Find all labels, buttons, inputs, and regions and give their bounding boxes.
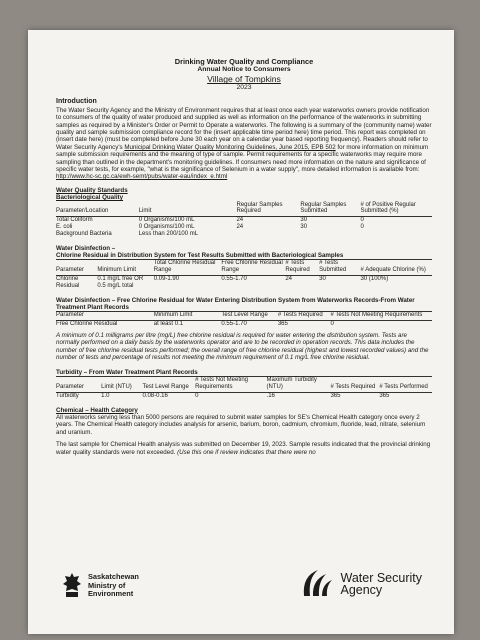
table-cell: E. coli	[56, 224, 73, 231]
table-cell: 0.09-1.90	[153, 276, 180, 283]
column-header: Limit (NTU)	[101, 377, 142, 392]
table-cell: 0 Organisms/100 mL	[138, 217, 195, 224]
standards-heading: Water Quality Standards	[56, 186, 128, 194]
table-cell: 365	[330, 392, 341, 399]
column-header: # Tests Not Meeting Requirements	[195, 377, 266, 392]
notice-title: Drinking Water Quality and Compliance	[174, 57, 314, 66]
monitoring-guidelines-link[interactable]: Municipal Drinking Water Quality Monitoring Guidelines, June 2015, EPB 502	[124, 143, 336, 151]
chemical-paragraph-2	[56, 441, 432, 456]
water-security-agency-logo	[300, 568, 422, 600]
table-cell: 0	[195, 392, 199, 399]
intro-text-2: for more information on minimum sample submission requirements and the meaning of type of sample. Permit requirements for a specific waterworks may require more sampling than outlined in the department's monitoring guidelines. If consumers need more information on the nature and significance of specific water tests, for example, "what is the significance of Selenium in a water supply", more detailed information is available from:	[56, 143, 429, 174]
chemical-paragraph-1: All waterworks serving less than 5000 persons are required to submit water samples for SE's Chemical Health category once every 2 years. The Chemical Health category includes analysis for arsenic, barium, boron, cadmium, chromium, fluoride, lead, nitrate, selenium and uranium.	[56, 413, 426, 436]
table-cell: 0	[330, 321, 334, 328]
table-row	[56, 231, 432, 238]
table-cell: 0.1 mg/L free OR 0.5 mg/L total	[97, 276, 144, 289]
report-year: 2023	[236, 84, 252, 92]
table-cell: 30	[300, 217, 308, 224]
table-cell: Free Chlorine Residual	[56, 321, 118, 328]
table-row	[56, 392, 432, 399]
table-cell: .16	[266, 392, 275, 399]
table-cell: Turbidity	[56, 392, 79, 399]
table-cell: 0 Organisms/100 mL	[138, 224, 195, 231]
disinfection-dist-table	[56, 260, 432, 289]
column-header: Maximum Turbidity (NTU)	[267, 377, 331, 392]
column-header: # Tests Required	[330, 377, 379, 392]
page-footer	[56, 560, 432, 604]
village-name: Village of Tompkins	[207, 74, 281, 85]
table-row	[56, 276, 432, 290]
water-security-agency-logo-icon	[300, 568, 334, 600]
turbidity-title: Turbidity – From Water Treatment Plant Records	[56, 369, 432, 377]
table-cell: 0	[360, 224, 364, 231]
notice-subtitle: Annual Notice to Consumers	[197, 66, 291, 74]
turbidity-table	[56, 377, 432, 399]
column-header: Regular Samples Submitted	[300, 202, 360, 217]
table-cell: 30	[300, 224, 308, 231]
table-cell: 24	[236, 224, 244, 231]
table-row	[56, 321, 432, 328]
column-header: Parameter	[56, 377, 101, 392]
table-cell: 1.0	[101, 392, 110, 399]
table-row	[56, 224, 432, 231]
agency-line: Agency	[340, 582, 383, 597]
saskatchewan-crest-icon	[62, 572, 82, 600]
table-cell	[300, 231, 360, 238]
chemical-italic-text: (Use this one if review indicates that there were no	[177, 448, 316, 456]
column-header: Parameter	[56, 312, 154, 320]
column-header: # Tests Required	[285, 260, 319, 275]
table-cell: 365	[379, 392, 390, 399]
ministry-line: Saskatchewan	[88, 572, 139, 582]
column-header: Limit	[139, 202, 237, 217]
notice-header	[56, 58, 432, 92]
column-header: # Tests Submitted	[319, 260, 360, 275]
chemical-text: The last sample for Chemical Health analysis was submitted on December 19, 2023. Sample results indicated that the provincial drinking water quality standards were not exceeded.	[56, 441, 431, 456]
table-cell: Total Coliform	[56, 217, 93, 224]
column-header: Regular Samples Required	[236, 202, 300, 217]
table-cell: 30	[319, 276, 326, 283]
disinfection-dist-title	[56, 245, 432, 261]
saskatchewan-ministry-logo	[62, 572, 139, 600]
column-header: Minimum Limit	[154, 312, 222, 320]
intro-paragraph	[56, 107, 432, 181]
agency-name	[340, 572, 422, 596]
table-cell	[361, 231, 432, 238]
health-canada-link[interactable]: http://www.hc-sc.gc.ca/ewh-semt/pubs/water-eau/index_e.html	[56, 173, 228, 181]
intro-heading: Introduction	[56, 98, 97, 106]
table-cell: Chlorine Residual	[56, 276, 80, 289]
column-header: Parameter/Location	[56, 202, 139, 217]
column-header: Test Level Range	[221, 312, 277, 320]
column-header: Parameter	[56, 260, 97, 275]
notice-page	[28, 30, 454, 634]
column-header: Minimum Limit	[97, 260, 153, 275]
disinfection-dist-subtitle: Chlorine Residual in Distribution System for Test Results Submitted with Bacteriological Samples	[56, 252, 344, 260]
bacteriological-heading: Bacteriological Quality	[56, 194, 124, 202]
column-header: # Tests Performed	[379, 377, 432, 392]
table-cell: 24	[236, 217, 244, 224]
ministry-line: Environment	[88, 588, 134, 598]
disinfection-plant-table	[56, 312, 432, 328]
column-header: Free Chlorine Residual Range	[221, 260, 285, 275]
table-cell	[236, 231, 300, 238]
table-cell: 0	[360, 217, 364, 224]
column-header: # Adequate Chlorine (%)	[361, 260, 432, 275]
table-cell: Less than 200/100 mL	[138, 230, 199, 237]
column-header: Total Chlorine Residual Range	[154, 260, 222, 275]
intro-text-1: The Water Security Agency and the Ministry of Environment requires that at least once each year waterworks owners provide notification to consumers of the quality of water produced and supplied as well as information on the performance of the waterworks in submitting samples as required by a Minister's Order or Permit to Operate a waterworks. The following is a summary of the (community name) water quality and sample submission compliance record for the (insert applicable time period here) time period. This report was completed on (insert date here) (must be completed before June 30 each year on a calendar year based reporting frequency). Readers should refer to Water Security Agency's	[56, 106, 432, 151]
column-header: # Tests Required	[278, 312, 331, 320]
table-cell: Background Bacteria	[56, 230, 112, 237]
table-cell: 0.08-0.16	[142, 392, 168, 399]
table-cell: at least 0.1	[153, 321, 184, 328]
column-header: # of Positive Regular Submitted (%)	[361, 202, 432, 217]
table-cell: 24	[285, 276, 293, 283]
table-cell: 365	[277, 321, 288, 328]
table-cell: 0.55-1.70	[221, 321, 247, 328]
bacteriological-table	[56, 202, 432, 238]
ministry-line: Ministry of	[88, 580, 126, 590]
column-header: Test Level Range	[142, 377, 195, 392]
column-header: # Tests Not Meeting Requirements	[330, 312, 432, 320]
agency-line: Water Security	[340, 570, 422, 585]
disinfection-dist-title-line: Water Disinfection –	[56, 244, 116, 252]
ministry-name	[88, 573, 139, 598]
table-cell: 0.55-1.70	[221, 276, 247, 283]
table-row	[56, 217, 432, 224]
disinfection-plant-title: Water Disinfection – Free Chlorine Residual for Water Entering Distribution System from Waterworks Records-From Water Treatment Plant Records	[56, 297, 432, 313]
chemical-title: Chemical – Health Category	[56, 406, 138, 414]
chlorine-note: A minimum of 0.1 milligrams per litre (mg/L) free chlorine residual is required for water entering the distribution system. Tests are normally performed on a daily basis by the waterworks operator and are to be recorded in operation records. This data includes the number of free chlorine residual tests performed; the overall range of free chlorine residual (highest and lowest recorded values) and the number of tests and percentage of results not meeting the minimum requirement of 0.1 mg/L free chlorine residual.	[56, 332, 429, 362]
table-cell: 30 (100%)	[360, 276, 389, 283]
